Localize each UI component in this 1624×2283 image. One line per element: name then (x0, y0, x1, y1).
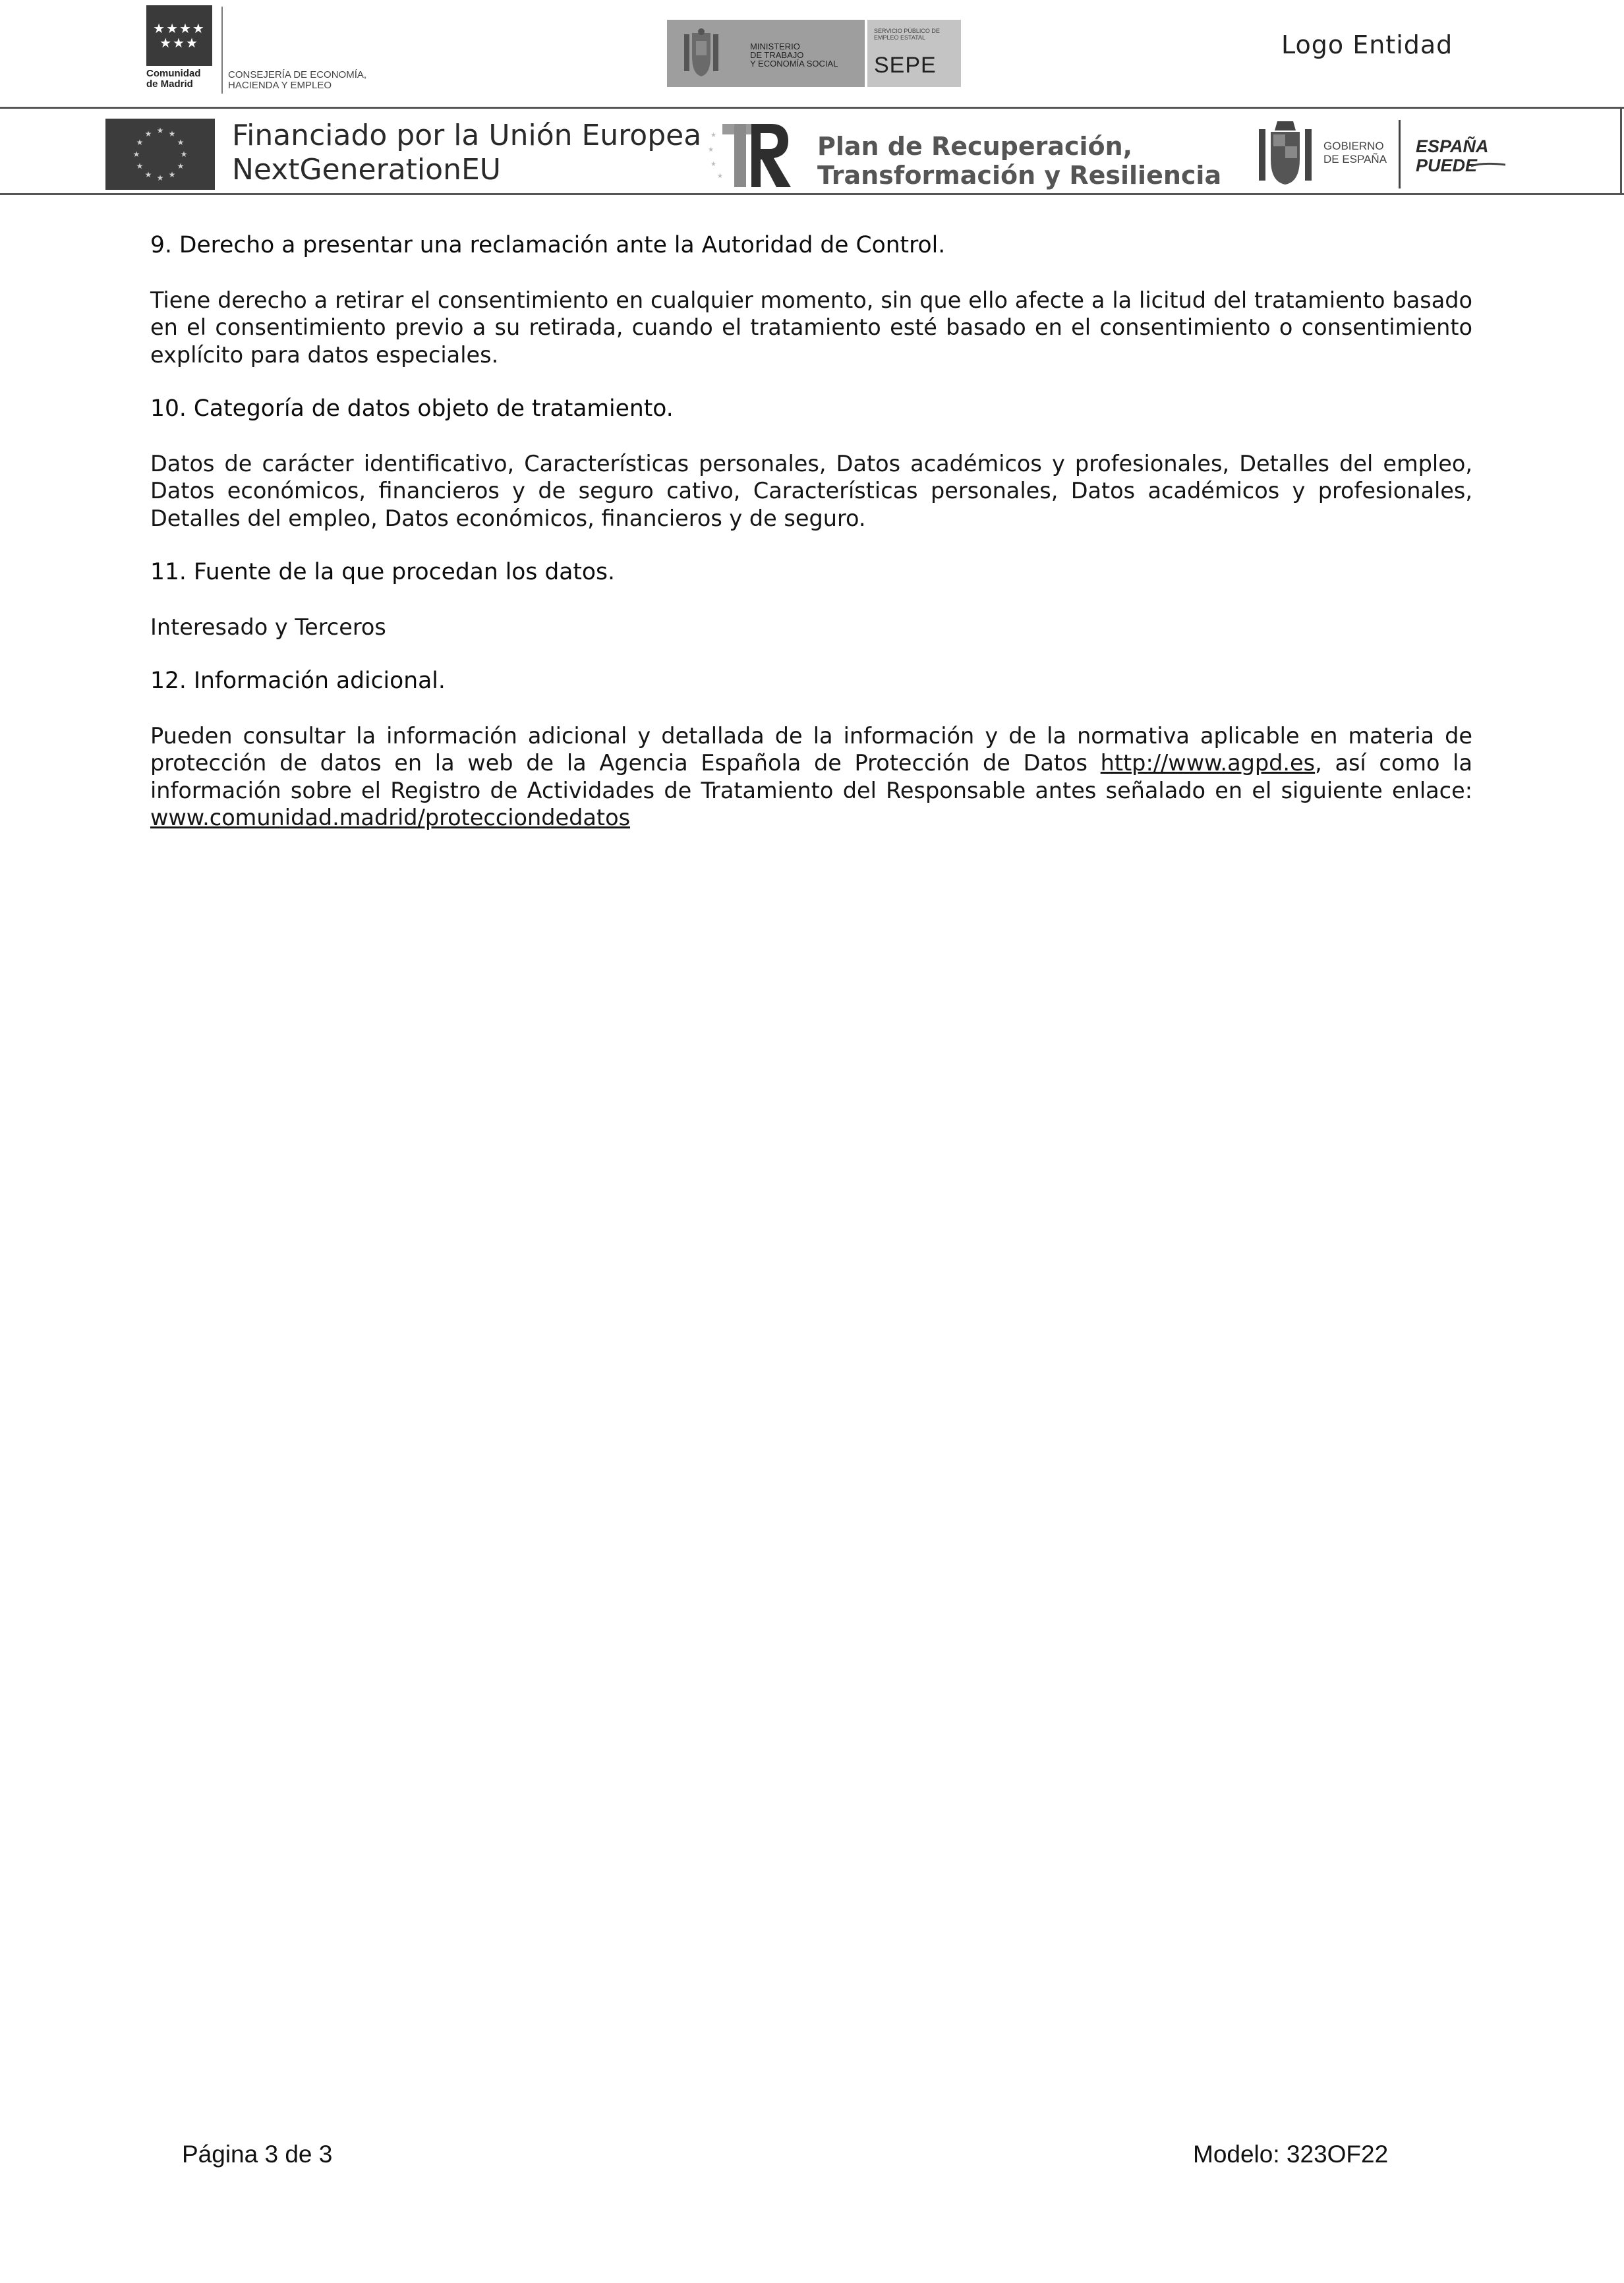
consejeria-line2: HACIENDA Y EMPLEO (228, 80, 332, 91)
recovery-plan-text (817, 132, 1221, 190)
svg-text:★: ★ (132, 150, 140, 159)
funding-band-divider (0, 193, 1624, 195)
sepe-full-name: SERVICIO PÚBLICO DE EMPLEO ESTATAL (874, 28, 940, 41)
svg-text:★: ★ (144, 170, 152, 179)
section-heading: 11. Fuente de la que procedan los datos. (150, 559, 615, 585)
svg-text:★: ★ (710, 161, 716, 168)
paragraph-text: , así como la información sobre el Registro de Actividades de Tratamiento del Responsable antes señalado en el siguiente enlace: (150, 750, 1472, 803)
paragraph-text: Pueden consultar la información adicional y detallada de la información y de la normativa aplicable en materia de protección de datos en la web de la Agencia Española de Protección de Datos (150, 722, 1472, 776)
ministerio-logo (667, 20, 865, 87)
ministerio-sepe-logo (667, 20, 957, 87)
funding-band-right-border (1620, 107, 1622, 195)
svg-text:★: ★ (708, 146, 714, 154)
stars-icon: ★★★★ ★★★ (153, 20, 206, 51)
svg-text:★: ★ (177, 138, 185, 147)
section-9 (150, 232, 1472, 368)
comunidad-name-line2: de Madrid (146, 78, 193, 90)
eu-funding-text (232, 119, 701, 187)
gobierno-line2: DE ESPAÑA (1323, 153, 1387, 165)
espana-puede-swoosh-icon (1470, 161, 1507, 169)
espana-puede-text (1416, 137, 1489, 175)
comunidad-madrid-flag (146, 5, 212, 66)
sepe-logo (867, 20, 961, 87)
agpd-link[interactable]: http://www.agpd.es (1100, 750, 1316, 776)
section-heading: 12. Información adicional. (150, 668, 446, 694)
svg-text:★: ★ (180, 150, 188, 159)
svg-text:★: ★ (710, 132, 716, 139)
section-12 (150, 668, 1472, 832)
entity-logo-placeholder: Logo Entidad (1281, 30, 1453, 59)
comunidad-madrid-logo (146, 5, 397, 94)
section-heading: 9. Derecho a presentar una reclamación ante la Autoridad de Control. (150, 232, 946, 258)
eu-funding-line2: NextGenerationEU (232, 153, 501, 187)
recovery-plan-line2: Transformación y Resiliencia (817, 161, 1222, 190)
ministerio-text (750, 42, 862, 68)
section-paragraph: Tiene derecho a retirar el consentimiento en cualquier momento, sin que ello afecte a la licitud del tratamiento basado en el consentimiento previo a su retirada, cuando el tratamiento esté basado en el consentimiento o consentimiento explícito para datos especiales. (150, 287, 1472, 368)
model-number: Modelo: 323OF22 (1193, 2141, 1389, 2168)
sepe-acronym: SEPE (874, 53, 937, 78)
section-paragraph: Interesado y Terceros (150, 614, 386, 640)
section-paragraph: Datos de carácter identificativo, Características personales, Datos académicos y profesionales, Detalles del empleo, Datos económicos, financieros y de seguro cativo, Características personales, Datos académicos y profesionales, Detalles del empleo, Datos económicos, financieros y de seguro. (150, 450, 1472, 531)
gobierno-espana-text (1323, 140, 1387, 166)
gobierno-line1: GOBIERNO (1323, 140, 1384, 152)
section-heading: 10. Categoría de datos objeto de tratamiento. (150, 395, 674, 422)
espana-puede-line2: PUEDE (1416, 156, 1478, 175)
svg-text:★: ★ (168, 170, 176, 179)
page-number: Página 3 de 3 (182, 2141, 333, 2168)
logo-divider (221, 7, 223, 94)
svg-text:★: ★ (136, 138, 144, 147)
svg-text:★: ★ (156, 173, 164, 183)
consejeria-line1: CONSEJERÍA DE ECONOMÍA, (228, 69, 367, 80)
document-body (150, 232, 1472, 859)
svg-text:★: ★ (144, 129, 152, 138)
section-10 (150, 395, 1472, 532)
svg-text:★: ★ (717, 173, 723, 180)
recovery-plan-line1: Plan de Recuperación, (817, 132, 1133, 161)
proteccion-datos-link[interactable]: www.comunidad.madrid/protecciondedatos (150, 805, 631, 830)
coat-of-arms-icon (682, 28, 721, 79)
svg-text:★: ★ (156, 126, 164, 135)
prtr-logo-icon (708, 117, 796, 191)
comunidad-name-line1: Comunidad (146, 68, 201, 79)
comunidad-madrid-name (146, 69, 219, 90)
ministerio-line2: DE TRABAJO (750, 50, 804, 60)
svg-text:★: ★ (168, 129, 176, 138)
svg-text:★: ★ (177, 161, 185, 171)
ministerio-line1: MINISTERIO (750, 42, 800, 51)
header-divider (0, 107, 1624, 109)
eu-flag-icon (105, 119, 215, 190)
spain-coat-of-arms-icon (1255, 119, 1316, 187)
eu-funding-line1: Financiado por la Unión Europea (232, 119, 702, 152)
consejeria-name (228, 70, 399, 91)
espana-puede-line1: ESPAÑA (1416, 136, 1489, 156)
section-paragraph (150, 722, 1472, 832)
gobierno-divider (1399, 120, 1401, 188)
svg-text:★: ★ (136, 161, 144, 171)
section-11 (150, 559, 1472, 641)
ministerio-line3: Y ECONOMÍA SOCIAL (750, 59, 838, 69)
